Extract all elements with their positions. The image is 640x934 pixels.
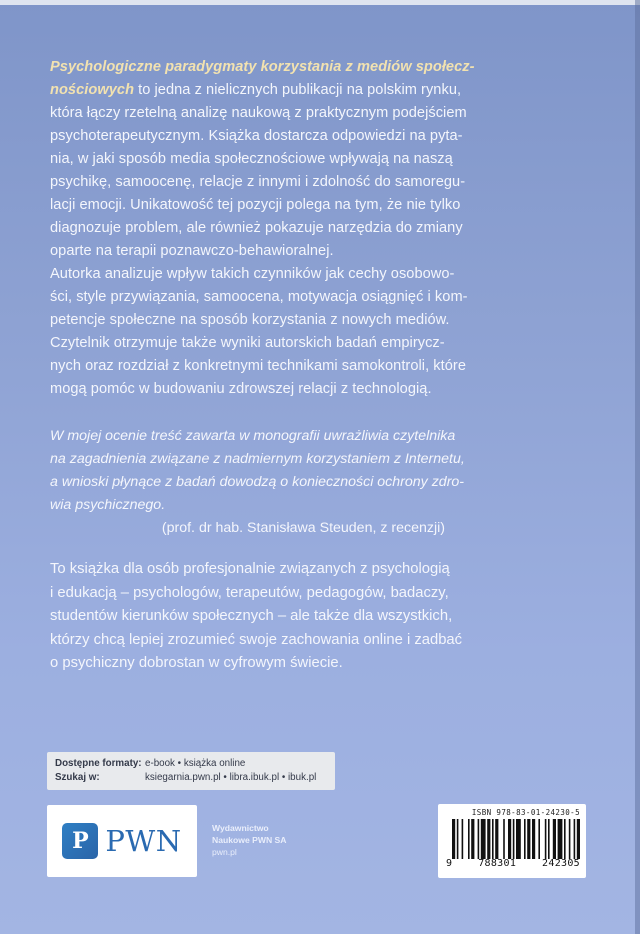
- formats-box: [47, 752, 335, 790]
- description-line: która łączy rzetelną analizę naukową z praktycznym podejściem: [50, 105, 467, 121]
- audience-line: To książka dla osób profesjonalnie związanych z psychologią: [50, 561, 450, 577]
- publisher-website: pwn.pl: [212, 847, 237, 857]
- review-quote: [50, 425, 570, 540]
- audience-line: którzy chcą lepiej zrozumieć swoje zachowania online i zadbać: [50, 631, 463, 648]
- description-line: ści, style przywiązania, samoocena, motywacja osiągnięć i kom-: [50, 289, 468, 305]
- book-title: Psychologiczne paradygmaty korzystania z mediów społecz-: [50, 59, 475, 75]
- book-title-continued: nościowych: [50, 82, 135, 98]
- description-line: nia, w jaki sposób media społecznościowe wpływają na naszą: [50, 151, 453, 167]
- description-line: petencje społeczne na sposób korzystania z nowych mediów.: [50, 312, 450, 328]
- isbn-digit-left: 788301: [478, 858, 517, 869]
- description-line: nych oraz rozdział z konkretnymi technikami samokontroli, które: [50, 358, 466, 374]
- publisher-info: [212, 822, 332, 858]
- page-edge: [0, 0, 640, 5]
- search-value: ksiegarnia.pwn.pl • libra.ibuk.pl • ibuk.pl: [145, 772, 317, 783]
- audience-line: o psychiczny dobrostan w cyfrowym świecie.: [50, 655, 343, 671]
- isbn-digits: [446, 858, 580, 869]
- publisher-line: Wydawnictwo: [212, 823, 269, 833]
- description-line: [50, 79, 570, 102]
- publisher-name: Naukowe PWN SA: [212, 835, 287, 845]
- quote-line: wia psychicznego.: [50, 497, 166, 513]
- barcode-icon: [446, 819, 580, 859]
- description-line: Autorka analizuje wpływ takich czynników jak cechy osobowo-: [50, 266, 455, 282]
- quote-line: na zagadnienia związane z nadmiernym korzystaniem z Internetu,: [50, 451, 465, 467]
- description-line: oparte na terapii poznawczo-behawioralnej.: [50, 243, 334, 259]
- description-line: diagnozuje problem, ale również pokazuje narzędzia do zmiany: [50, 220, 463, 236]
- isbn-label: ISBN 978-83-01-24230-5: [471, 808, 580, 817]
- isbn-digit-prefix: 9: [446, 858, 453, 869]
- isbn-digit-right: 242305: [542, 858, 580, 869]
- quote-line: a wnioski płynące z badań dowodzą o konieczności ochrony zdro-: [50, 474, 465, 490]
- description-line: lacji emocji. Unikatowość tej pozycji polega na tym, że nie tylko: [50, 197, 461, 213]
- description-line: psychikę, samoocenę, relacje z innymi i zdolność do samoregu-: [50, 174, 466, 190]
- quote-line: W mojej ocenie treść zawarta w monografii uwrażliwia czytelnika: [50, 428, 456, 444]
- page-edge-shadow: [635, 0, 640, 934]
- search-label: Szukaj w:: [55, 772, 100, 783]
- target-audience: [50, 558, 570, 676]
- description-line: mogą pomóc w budowaniu zdrowszej relacji z technologią.: [50, 381, 432, 397]
- publisher-logo-box: [47, 805, 197, 877]
- audience-line: i edukacją – psychologów, terapeutów, pedagogów, badaczy,: [50, 584, 449, 601]
- formats-value: e-book • książka online: [145, 758, 246, 769]
- description-line: [50, 56, 570, 79]
- pwn-logo-text: PWN: [105, 824, 182, 858]
- search-row: [55, 771, 327, 785]
- isbn-barcode-box: [438, 804, 586, 878]
- audience-line: studentów kierunków społecznych – ale także dla wszystkich,: [50, 608, 453, 624]
- formats-label: Dostępne formaty:: [55, 758, 142, 769]
- formats-row: [55, 757, 327, 771]
- description-text: to jedna z nielicznych publikacji na polskim rynku,: [134, 82, 462, 98]
- book-description: [50, 56, 570, 401]
- pwn-logo: [62, 823, 181, 859]
- description-line: psychoterapeutycznym. Książka dostarcza odpowiedzi na pyta-: [50, 128, 463, 144]
- quote-attribution: (prof. dr hab. Stanisława Steuden, z recenzji): [161, 520, 445, 536]
- description-line: Czytelnik otrzymuje także wyniki autorskich badań empirycz-: [50, 335, 445, 351]
- pwn-emblem-icon: P: [62, 823, 98, 859]
